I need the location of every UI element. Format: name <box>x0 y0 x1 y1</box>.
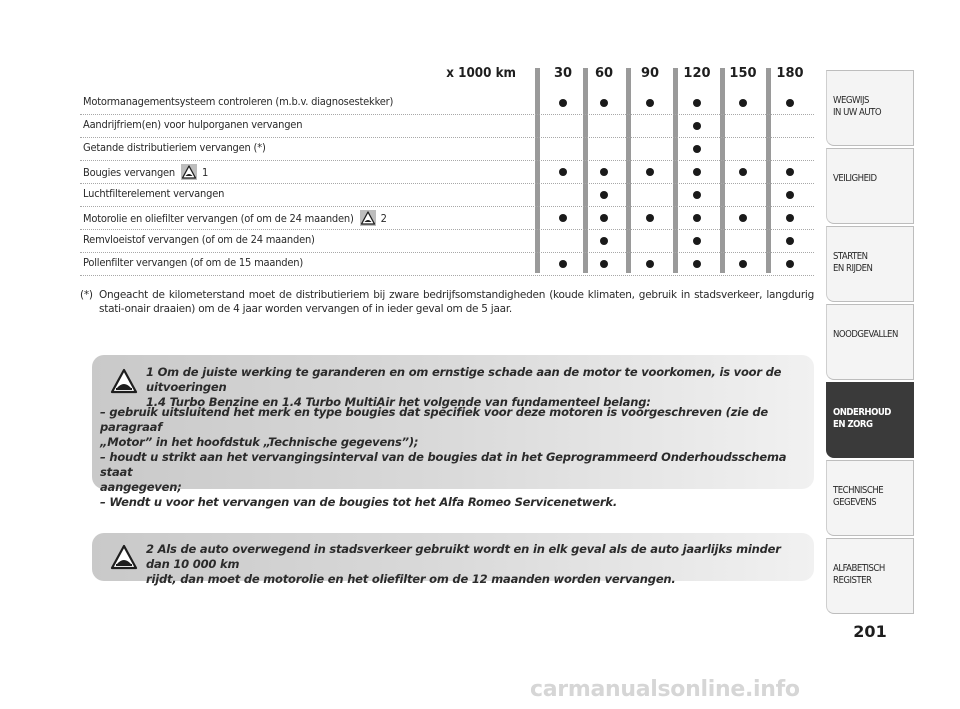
table-row <box>80 115 814 138</box>
schedule-dot <box>646 260 654 268</box>
sidebar-tab-technische[interactable] <box>826 460 914 536</box>
row-label <box>83 187 224 200</box>
row-label-text: Luchtfilterelement vervangen <box>83 187 225 200</box>
row-label-text: Aandrijfriem(en) voor hulporganen vervangen <box>83 118 303 131</box>
sidebar-tab-starten[interactable] <box>826 226 914 302</box>
warning-2-line: rijdt, dan moet de motorolie en het oliefilter om de 12 maanden worden vervangen. <box>146 572 676 586</box>
schedule-dot <box>600 237 608 245</box>
row-label-text: Remvloeistof vervangen (of om de 24 maanden) <box>83 233 315 246</box>
km-column-header: 60 <box>594 66 614 81</box>
warning-box-2 <box>92 533 814 586</box>
schedule-dot <box>693 237 701 245</box>
km-column-header: 150 <box>729 66 757 81</box>
row-label-text: Bougies vervangen <box>83 165 175 179</box>
schedule-dot <box>559 214 567 222</box>
sidebar-tab-label: NOODGEVALLEN <box>833 329 898 340</box>
sidebar-tab-alfabetisch[interactable] <box>826 538 914 614</box>
km-column-header: 90 <box>640 66 660 81</box>
row-note-ref: 2 <box>380 211 387 225</box>
schedule-dot <box>600 168 608 176</box>
schedule-dot <box>786 237 794 245</box>
schedule-dot <box>693 145 701 153</box>
footnote-mark: (*) <box>80 289 93 301</box>
warning-1-line: – houdt u strikt aan het vervangingsinterval van de bougies dat in het Geprogrammeerd Onderhoudsschema staat <box>100 450 787 479</box>
row-label-text: Motorolie en oliefilter vervangen (of om de 24 maanden) <box>83 211 354 225</box>
watermark: carmanualsonline.info <box>530 677 800 702</box>
table-row <box>80 184 814 207</box>
footnote-text: Ongeacht de kilometerstand moet de distributieriem bij zware bedrijfsomstandigheden (koude klimaten, gebruik in stadsverkeer, langdurig stati-onair draaien) om de 4 jaar worden vervangen of in ieder geval om de 5 jaar. <box>99 289 814 315</box>
sidebar-tab-label: VEILIGHEID <box>833 173 877 184</box>
table-row <box>80 138 814 161</box>
schedule-dot <box>739 214 747 222</box>
row-label <box>83 164 208 180</box>
table-row <box>80 253 814 276</box>
schedule-dot <box>600 99 608 107</box>
sidebar-tab-onderhoud[interactable] <box>826 382 914 458</box>
schedule-dot <box>559 168 567 176</box>
warning-2-line: 2 Als de auto overwegend in stadsverkeer gebruikt wordt en in elk geval als de auto jaarlijks minder dan 10 000 km <box>146 542 781 571</box>
row-label-text: Pollenfilter vervangen (of om de 15 maanden) <box>83 256 304 269</box>
schedule-dot <box>786 191 794 199</box>
sidebar-tab-label: TECHNISCHE GEGEVENS <box>833 485 884 508</box>
schedule-dot <box>739 260 747 268</box>
footnote <box>80 288 814 316</box>
warning-box-1 <box>92 355 814 509</box>
schedule-dot <box>646 168 654 176</box>
schedule-dot <box>693 122 701 130</box>
schedule-dot <box>559 99 567 107</box>
warning-1-list <box>100 405 806 510</box>
warning-triangle-icon <box>110 544 138 570</box>
km-header: x 1000 km <box>446 66 516 81</box>
schedule-dot <box>786 99 794 107</box>
row-label-text: Getande distributieriem vervangen (*) <box>83 141 266 154</box>
schedule-dot <box>559 260 567 268</box>
table-row <box>80 207 814 230</box>
warning-1-line: 1 Om de juiste werking te garanderen en om ernstige schade aan de motor te voorkomen, is voor de uitvoeringen <box>146 365 782 394</box>
row-label-text: Motormanagementsysteem controleren (m.b.v. diagnosestekker) <box>83 95 394 108</box>
table-row <box>80 92 814 115</box>
sidebar-tab-label: ONDERHOUD EN ZORG <box>833 407 891 430</box>
sidebar-tab-wegwijs[interactable] <box>826 70 914 146</box>
schedule-dot <box>739 99 747 107</box>
row-label <box>83 256 303 269</box>
sidebar-tab-label: STARTEN EN RIJDEN <box>833 251 873 274</box>
schedule-dot <box>600 260 608 268</box>
schedule-dot <box>600 214 608 222</box>
table-row <box>80 161 814 184</box>
warning-triangle-icon <box>110 368 138 394</box>
schedule-dot <box>786 214 794 222</box>
warning-2-text <box>146 542 806 587</box>
warning-1-line: – gebruik uitsluitend het merk en type bougies dat specifiek voor deze motoren is voorgeschreven (zie de paragraaf <box>100 405 768 434</box>
row-label <box>83 118 302 131</box>
warning-1-line: 1.4 Turbo Benzine en 1.4 Turbo MultiAir het volgende van fundamenteel belang: <box>146 395 651 409</box>
row-label <box>83 210 387 226</box>
schedule-dot <box>693 214 701 222</box>
warning-triangle-icon <box>360 210 376 226</box>
km-column-header: 180 <box>776 66 804 81</box>
schedule-dot <box>693 99 701 107</box>
row-label <box>83 141 266 154</box>
sidebar-tab-label: ALFABETISCH REGISTER <box>833 563 885 586</box>
schedule-dot <box>600 191 608 199</box>
sidebar-tab-label: WEGWIJS IN UW AUTO <box>833 95 882 118</box>
schedule-dot <box>693 191 701 199</box>
warning-1-text <box>146 365 806 410</box>
row-note-ref: 1 <box>202 165 209 179</box>
table-row <box>80 230 814 253</box>
warning-triangle-icon <box>181 164 197 180</box>
row-label <box>83 95 393 108</box>
warning-1-line: „Motor” in het hoofdstuk „Technische gegevens”); <box>100 435 419 449</box>
km-column-header: 120 <box>683 66 711 81</box>
schedule-dot <box>693 260 701 268</box>
sidebar-tab-noodgevallen[interactable] <box>826 304 914 380</box>
schedule-dot <box>739 168 747 176</box>
schedule-dot <box>646 99 654 107</box>
schedule-dot <box>646 214 654 222</box>
schedule-dot <box>786 168 794 176</box>
warning-1-line: – Wendt u voor het vervangen van de bougies tot het Alfa Romeo Servicenetwerk. <box>100 495 617 509</box>
schedule-dot <box>786 260 794 268</box>
page-number: 201 <box>853 622 887 641</box>
sidebar-tab-veiligheid[interactable] <box>826 148 914 224</box>
schedule-dot <box>693 168 701 176</box>
warning-1-line: aangegeven; <box>100 480 182 494</box>
row-label <box>83 233 315 246</box>
km-column-header: 30 <box>553 66 573 81</box>
